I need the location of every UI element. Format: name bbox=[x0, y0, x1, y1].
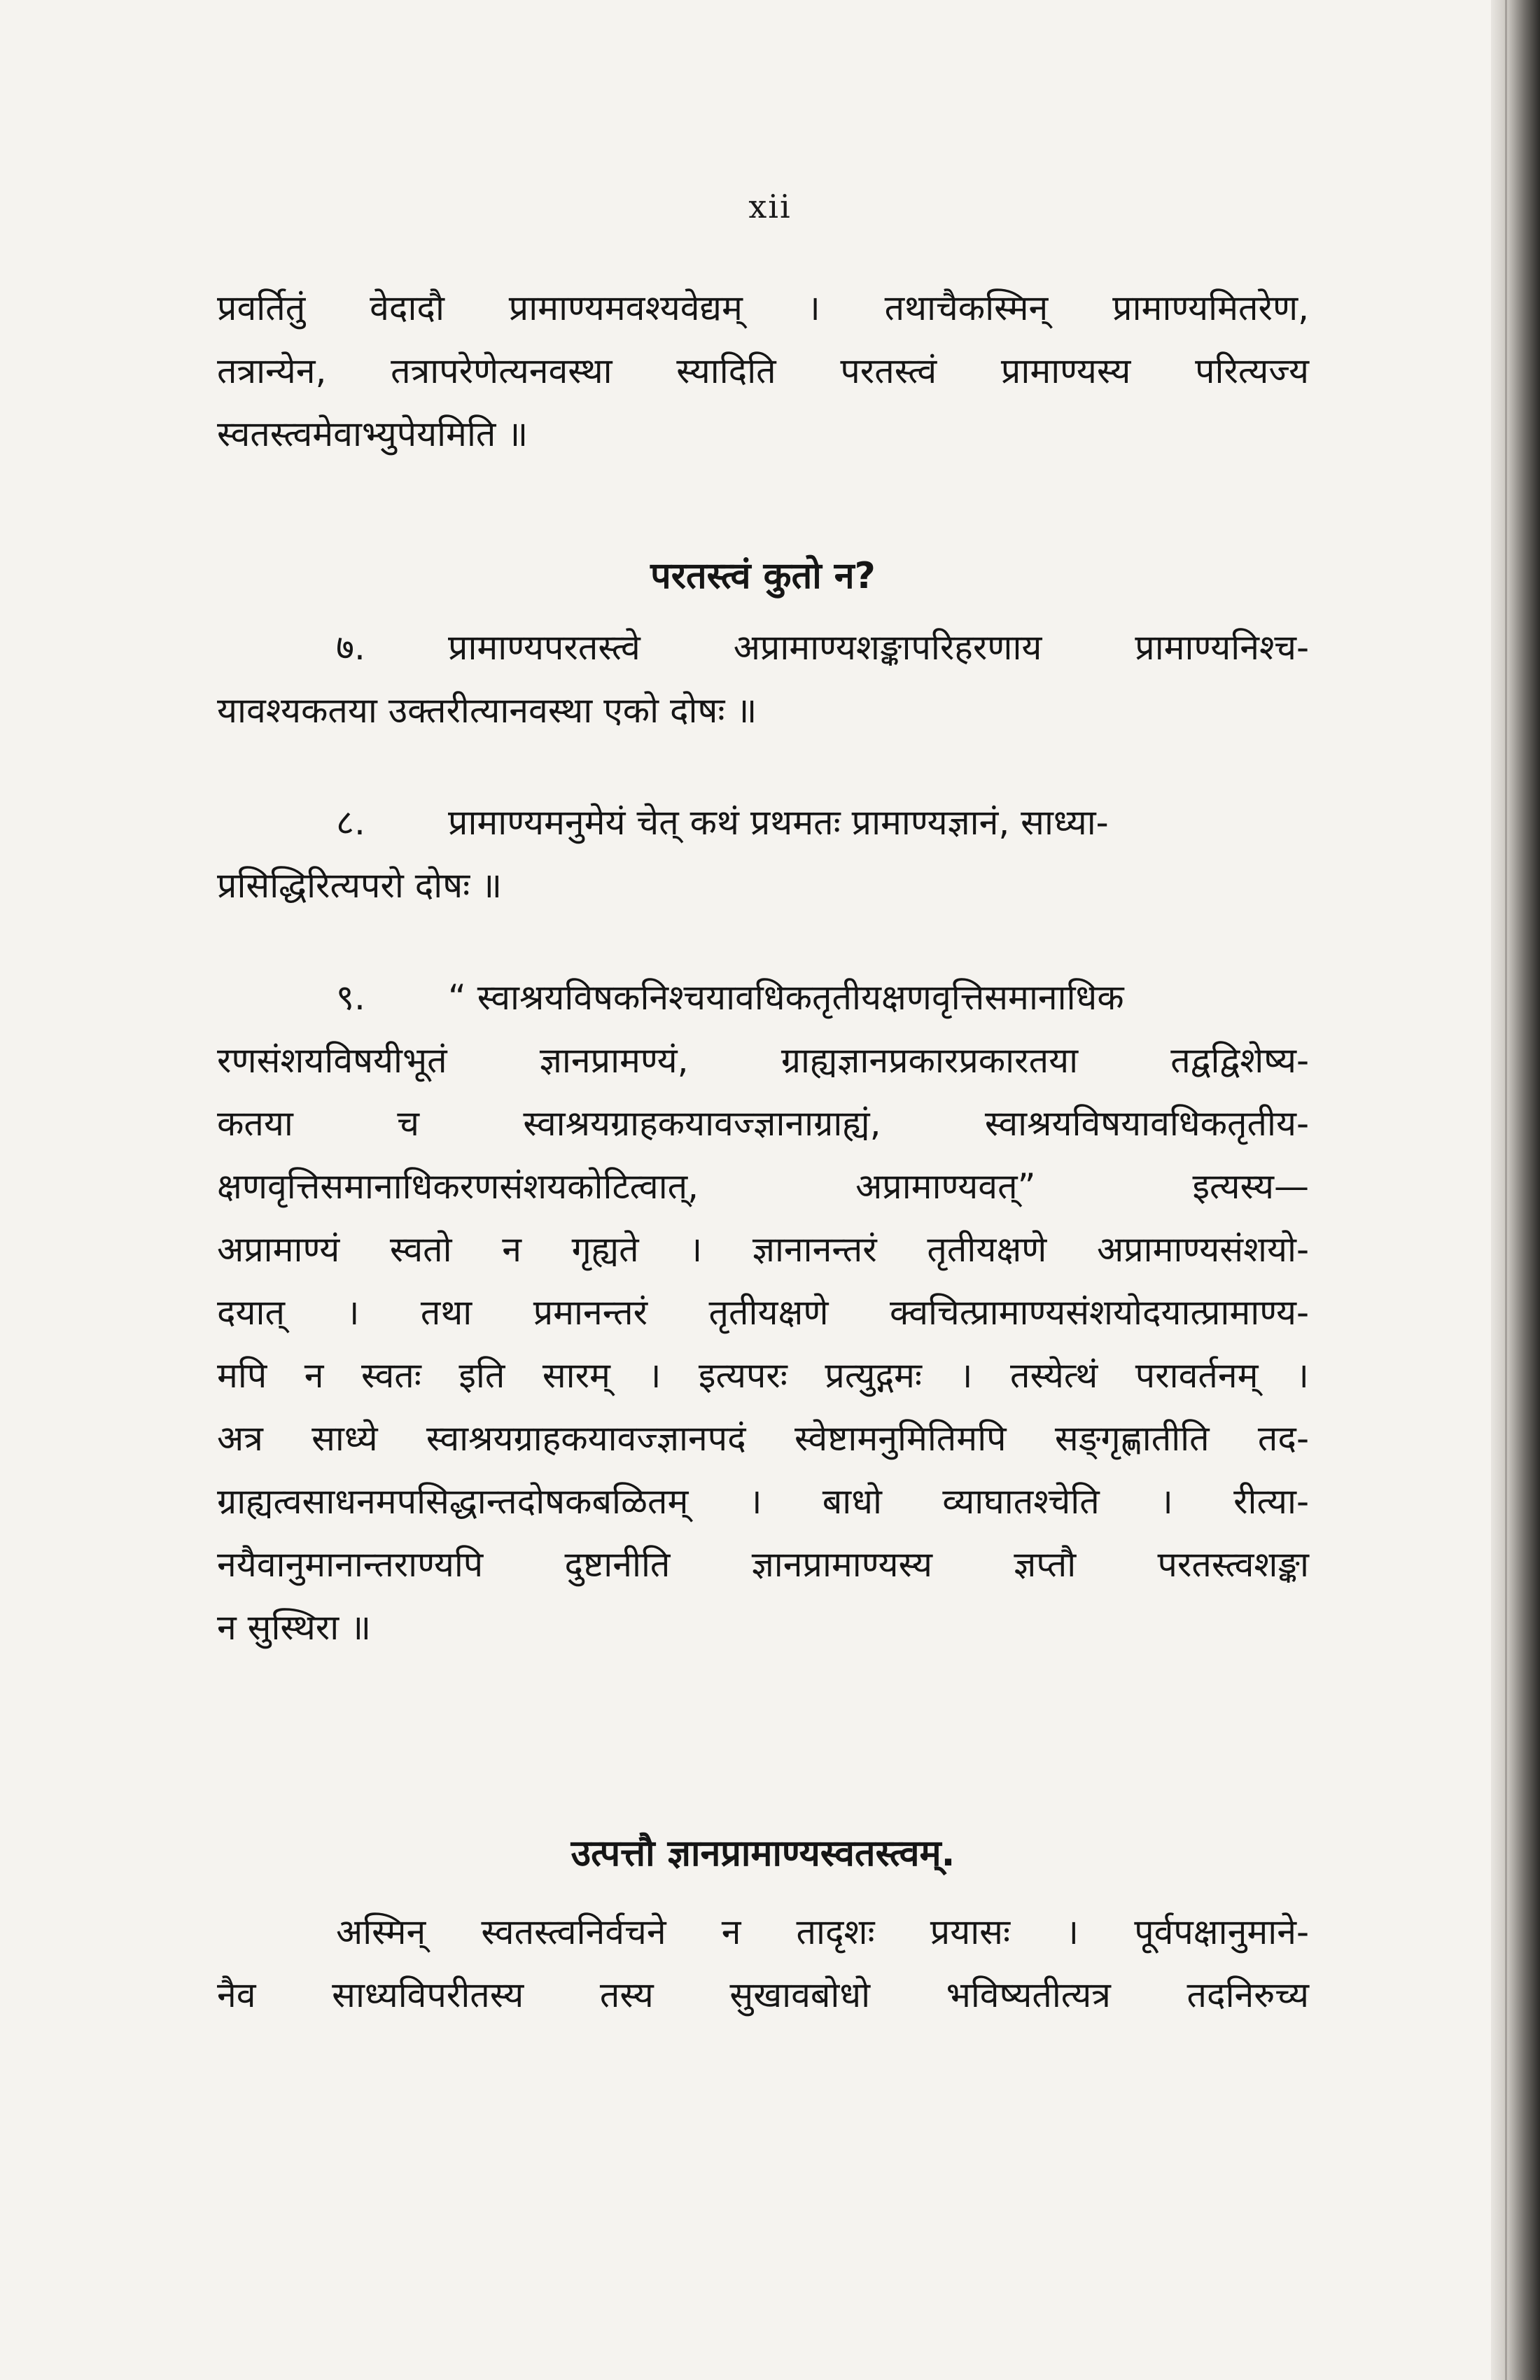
text-line: नैव साध्यविपरीतस्य तस्य सुखावबोधो भविष्यतीत्यत्र तदनिरुच्य bbox=[217, 1975, 1309, 2015]
text-line-content: प्रामाण्यपरतस्त्वे अप्रामाण्यशङ्कापरिहरणाय प्रामाण्यनिश्च- bbox=[448, 627, 1309, 668]
page-number: xii bbox=[748, 188, 792, 225]
text-line bbox=[217, 966, 1309, 1029]
section-8 bbox=[217, 791, 1309, 917]
text-line: यावश्यकतया उक्तरीत्यानवस्था एको दोषः ॥ bbox=[217, 690, 757, 731]
section-heading: परतस्त्वं कुतो न? bbox=[650, 555, 876, 597]
paragraph-intro bbox=[217, 276, 1309, 465]
text-line: अस्मिन् स्वतस्त्वनिर्वचने न तादृशः प्रयासः । पूर्वपक्षानुमाने- bbox=[336, 1912, 1309, 1952]
text-line-content: प्रामाण्यमनुमेयं चेत् कथं प्रथमतः प्रामाण्यज्ञानं, साध्या- bbox=[448, 802, 1109, 843]
section-9 bbox=[217, 966, 1309, 1659]
book-binding-edge bbox=[1491, 0, 1540, 2380]
text-line bbox=[217, 791, 1309, 854]
text-line: प्रवर्तितुं वेदादौ प्रामाण्यमवश्यवेद्यम् । तथाचैकस्मिन् प्रामाण्यमितरेण, bbox=[217, 288, 1309, 328]
text-line: दयात् । तथा प्रमानन्तरं तृतीयक्षणे क्वचित्प्रामाण्यसंशयोदयात्प्रामाण्य- bbox=[217, 1292, 1309, 1333]
text-line: न सुस्थिरा ॥ bbox=[217, 1607, 372, 1648]
text-line: मपि न स्वतः इति सारम् । इत्यपरः प्रत्युद्गमः । तस्येत्थं परावर्तनम् । bbox=[217, 1355, 1310, 1396]
section-7 bbox=[217, 616, 1309, 742]
paragraph-final bbox=[217, 1900, 1309, 2026]
text-line: क्षणवृत्तिसमानाधिकरणसंशयकोटित्वात्, अप्रामाण्यवत्” इत्यस्य— bbox=[217, 1166, 1309, 1207]
text-line: अप्रामाण्यं स्वतो न गृह्यते । ज्ञानानन्तरं तृतीयक्षणे अप्रामाण्यसंशयो- bbox=[217, 1229, 1309, 1270]
text-line: कतया च स्वाश्रयग्राहकयावज्ज्ञानाग्राह्यं, स्वाश्रयविषयावधिकतृतीय- bbox=[217, 1103, 1309, 1144]
text-line: अत्र साध्ये स्वाश्रयग्राहकयावज्ज्ञानपदं स्वेष्टामनुमितिमपि सङ्गृह्णातीति तद- bbox=[217, 1418, 1309, 1459]
section-heading: उत्पत्तौ ज्ञानप्रामाण्यस्वतस्त्वम्. bbox=[570, 1833, 955, 1875]
section-number: ९. bbox=[336, 977, 365, 1018]
text-line: तत्रान्येन, तत्रापरेणेत्यनवस्था स्यादिति परतस्त्वं प्रामाण्यस्य परित्यज्य bbox=[217, 351, 1309, 391]
text-line: रणसंशयविषयीभूतं ज्ञानप्रामण्यं, ग्राह्यज्ञानप्रकारप्रकारतया तद्वद्विशेष्य- bbox=[217, 1040, 1309, 1081]
text-line: नयैवानुमानान्तराण्यपि दुष्टानीति ज्ञानप्रामाण्यस्य ज्ञप्तौ परतस्त्वशङ्का bbox=[217, 1544, 1309, 1585]
section-number: ८. bbox=[336, 802, 365, 843]
text-line: प्रसिद्धिरित्यपरो दोषः ॥ bbox=[217, 865, 503, 906]
text-line: स्वतस्त्वमेवाभ्युपेयमिति ॥ bbox=[217, 414, 528, 454]
text-line-content: “ स्वाश्रयविषकनिश्चयावधिकतृतीयक्षणवृत्तिसमानाधिक bbox=[448, 977, 1124, 1018]
section-number: ७. bbox=[336, 627, 365, 668]
text-line bbox=[217, 616, 1309, 679]
text-line: ग्राह्यत्वसाधनमपसिद्धान्तदोषकबळितम् । बाधो व्याघातश्चेति । रीत्या- bbox=[217, 1481, 1309, 1522]
